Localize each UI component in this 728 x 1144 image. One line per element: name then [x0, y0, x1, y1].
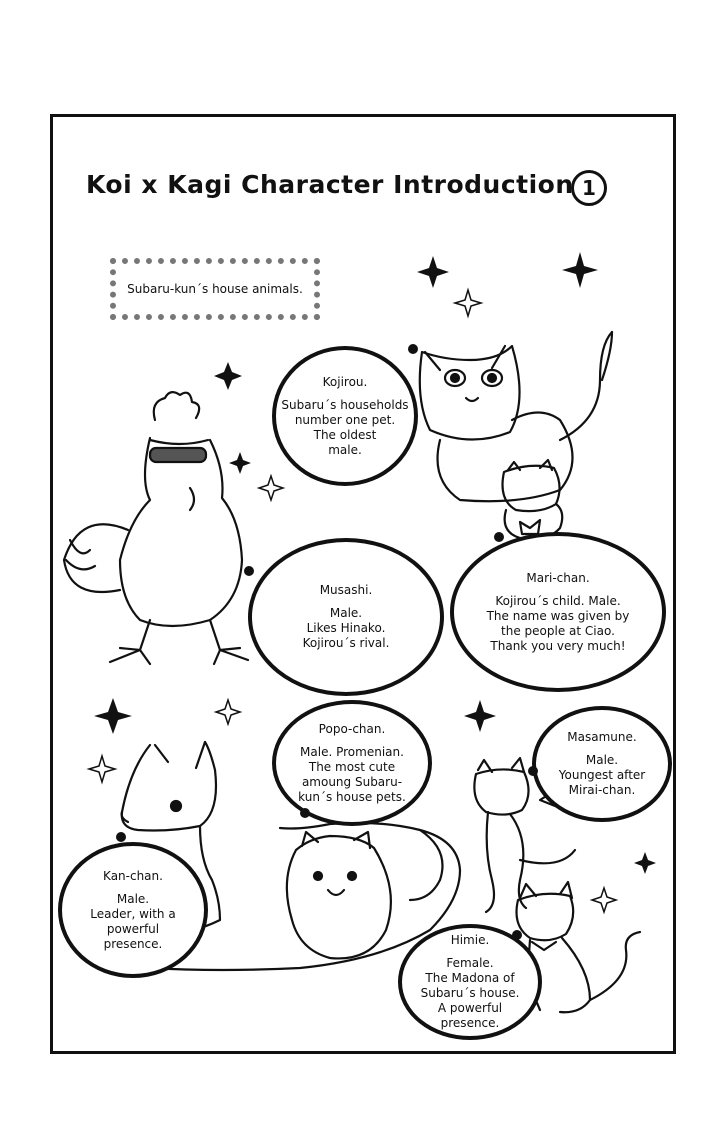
bubble-kojirou — [272, 346, 418, 486]
character-name: Himie. — [450, 933, 490, 947]
character-name: Popo-chan. — [318, 721, 386, 736]
section-label-text: Subaru-kun´s house animals. — [127, 282, 303, 296]
character-name: Kan-chan. — [103, 868, 163, 883]
sparkle-icon — [94, 698, 132, 734]
rooster-musashi-illustration — [64, 392, 248, 664]
character-description: Male. Leader, with a powerful presence. — [90, 891, 176, 951]
sparkle-outline-icon — [259, 476, 283, 500]
character-description: Male. Youngest after Mirai-chan. — [558, 753, 646, 797]
kojirou-cat-illustration — [420, 332, 612, 539]
character-name: Musashi. — [319, 583, 373, 597]
bubble-tail-dot — [512, 930, 522, 940]
title-number-badge: 1 — [571, 170, 607, 206]
pomeranian-popo-chan-illustration — [287, 832, 391, 958]
character-name: Kojirou. — [322, 374, 368, 389]
character-name: Masamune. — [567, 730, 637, 744]
page-title: Koi x Kagi Character Introduction — [86, 170, 574, 199]
bubble-tail-dot — [244, 566, 254, 576]
character-description: Male. Promenian. The most cute amoung Subaru- kun´s house pets. — [298, 744, 406, 804]
sparkle-icon — [562, 252, 598, 288]
sparkle-outline-icon — [455, 290, 481, 316]
sparkle-icon — [634, 852, 656, 874]
sparkle-icon — [229, 452, 251, 474]
character-description: Female. The Madona of Subaru´s house. A powerful presence. — [420, 956, 520, 1030]
bubble-tail-dot — [116, 832, 126, 842]
bubble-mari-chan — [450, 532, 666, 692]
bubble-tail-dot — [494, 532, 504, 542]
sparkle-icon — [417, 256, 449, 288]
character-description: Kojirou´s child. Male. The name was given by the people at Ciao. Thank you very much! — [486, 593, 630, 653]
bubble-tail-dot — [300, 808, 310, 818]
bubble-popo-chan — [272, 700, 432, 826]
bubble-tail-dot — [408, 344, 418, 354]
character-description: Subaru´s households number one pet. The oldest male. — [281, 397, 409, 457]
sparkle-outline-icon — [89, 756, 115, 782]
bubble-musashi — [248, 538, 444, 696]
bubble-kan-chan — [58, 842, 208, 978]
character-description: Male. Likes Hinako. Kojirou´s rival. — [302, 606, 390, 650]
bubble-tail-dot — [528, 766, 538, 776]
character-name: Mari-chan. — [526, 570, 590, 585]
sparkle-outline-icon — [592, 888, 616, 912]
sparkle-icon — [214, 362, 242, 390]
sparkle-icon — [464, 700, 496, 732]
sparkle-outline-icon — [216, 700, 240, 724]
bubble-masamune — [532, 706, 672, 822]
bubble-himie — [398, 924, 542, 1040]
